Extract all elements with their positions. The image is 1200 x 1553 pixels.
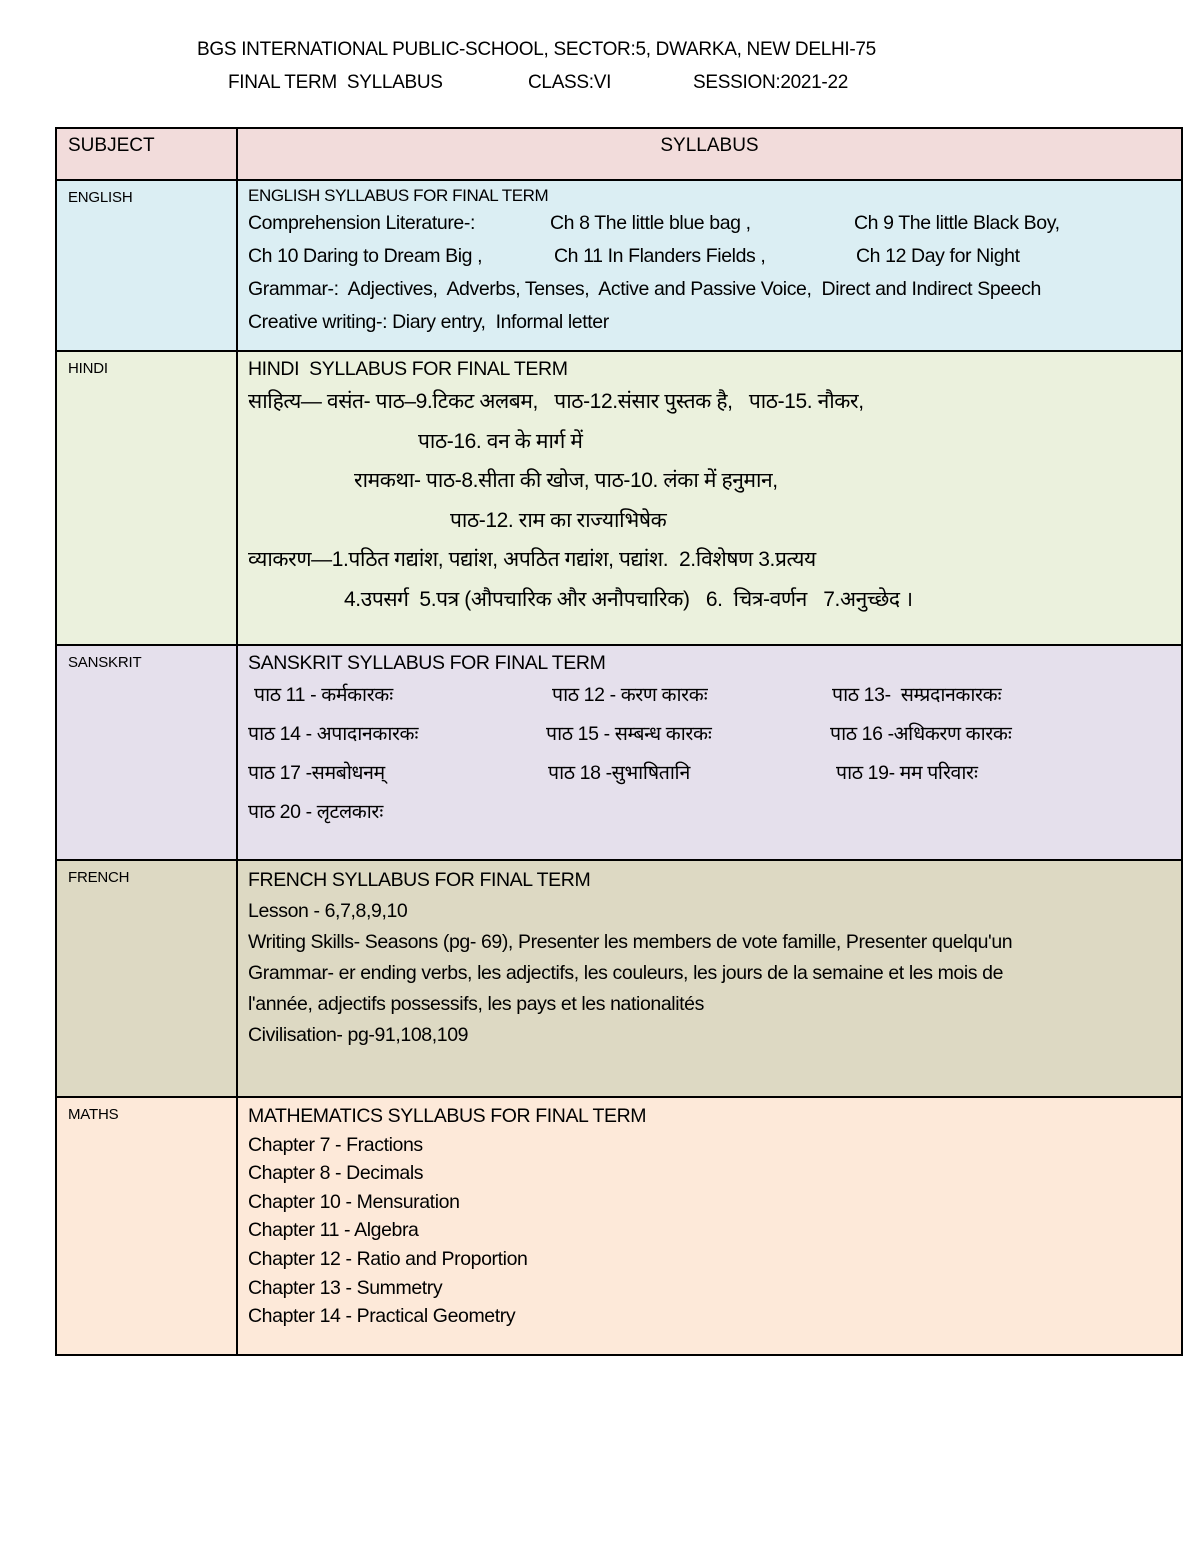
- maths-chapter: Chapter 14 - Practical Geometry: [248, 1305, 516, 1328]
- sanskrit-p16: पाठ 16 -अधिकरण कारकः: [830, 723, 1012, 745]
- sanskrit-row: [56, 645, 1182, 860]
- sanskrit-p19: पाठ 19- मम परिवारः: [836, 762, 978, 784]
- hindi-row: [56, 351, 1182, 645]
- english-ch11: Ch 11 In Flanders Fields ,: [554, 245, 766, 267]
- maths-row: [56, 1097, 1182, 1355]
- session-label: SESSION:2021-22: [693, 72, 848, 93]
- sanskrit-p12: पाठ 12 - करण कारकः: [552, 684, 708, 706]
- english-ch12: Ch 12 Day for Night: [856, 245, 1020, 267]
- sanskrit-title: SANSKRIT SYLLABUS FOR FINAL TERM: [248, 652, 606, 674]
- sanskrit-p18: पाठ 18 -सुभाषितानि: [548, 762, 690, 784]
- french-civilisation: Civilisation- pg-91,108,109: [248, 1024, 469, 1046]
- sanskrit-p13: पाठ 13- सम्प्रदानकारकः: [832, 684, 1002, 706]
- french-lesson: Lesson - 6,7,8,9,10: [248, 900, 408, 922]
- french-title: FRENCH SYLLABUS FOR FINAL TERM: [248, 869, 591, 891]
- english-title: ENGLISH SYLLABUS FOR FINAL TERM: [248, 186, 549, 205]
- english-literature-line: [248, 207, 1181, 240]
- school-name: BGS INTERNATIONAL PUBLIC-SCHOOL, SECTOR:5, DWARKA, NEW DELHI-75: [197, 39, 876, 60]
- english-writing: Creative writing-: Diary entry, Informal letter: [248, 311, 609, 333]
- maths-chapter: Chapter 10 - Mensuration: [248, 1190, 460, 1213]
- hindi-subject: HINDI: [56, 351, 237, 645]
- maths-chapter: Chapter 12 - Ratio and Proportion: [248, 1247, 528, 1270]
- hindi-line-1: साहित्य— वसंत- पाठ–9.टिकट अलबम, पाठ-12.संसार पुस्तक है, पाठ-15. नौकर,: [248, 390, 864, 413]
- french-row: [56, 860, 1182, 1097]
- sanskrit-p15: पाठ 15 - सम्बन्ध कारकः: [546, 723, 712, 745]
- syllabus-column-header: SYLLABUS: [237, 128, 1182, 180]
- french-grammar-1: Grammar- er ending verbs, les adjectifs, les couleurs, les jours de la semaine et les mois de: [248, 962, 1004, 984]
- english-ch9: Ch 9 The little Black Boy,: [854, 212, 1060, 234]
- hindi-syllabus: [237, 351, 1182, 645]
- maths-subject: MATHS: [56, 1097, 237, 1355]
- english-chapters-line: [248, 240, 1181, 273]
- english-row: [56, 180, 1182, 351]
- sanskrit-p11: पाठ 11 - कर्मकारकः: [254, 684, 393, 706]
- sanskrit-p14: पाठ 14 - अपादानकारकः: [248, 723, 419, 745]
- english-ch10: Ch 10 Daring to Dream Big ,: [248, 245, 483, 267]
- sanskrit-line-2: [248, 715, 1181, 754]
- sanskrit-subject: SANSKRIT: [56, 645, 237, 860]
- sanskrit-line-3: [248, 754, 1181, 793]
- maths-chapter: Chapter 11 - Algebra: [248, 1219, 419, 1242]
- subject-column-header: SUBJECT: [56, 128, 237, 180]
- english-syllabus: [237, 180, 1182, 351]
- english-ch8: Ch 8 The little blue bag ,: [550, 212, 751, 234]
- table-header-row: [56, 128, 1182, 180]
- maths-chapter: Chapter 8 - Decimals: [248, 1162, 424, 1185]
- hindi-line-5: व्याकरण—1.पठित गद्यांश, पद्यांश, अपठित गद्यांश, पद्यांश. 2.विशेषण 3.प्रत्यय: [248, 548, 816, 571]
- final-term-label: FINAL TERM SYLLABUS: [228, 72, 443, 93]
- hindi-line-4: पाठ-12. राम का राज्याभिषेक: [450, 508, 667, 532]
- french-syllabus: [237, 860, 1182, 1097]
- sanskrit-syllabus: [237, 645, 1182, 860]
- hindi-line-3: रामकथा- पाठ-8.सीता की खोज, पाठ-10. लंका में हनुमान,: [354, 469, 778, 492]
- french-writing: Writing Skills- Seasons (pg- 69), Presenter les members de vote famille, Presenter quelqu'un: [248, 931, 1013, 953]
- literature-label: Comprehension Literature-:: [248, 212, 475, 234]
- syllabus-table: [55, 127, 1183, 1356]
- sanskrit-line-1: [248, 676, 1181, 715]
- hindi-title: HINDI SYLLABUS FOR FINAL TERM: [248, 358, 568, 380]
- english-grammar: Grammar-: Adjectives, Adverbs, Tenses, Active and Passive Voice, Direct and Indirect Speech: [248, 278, 1041, 300]
- hindi-line-6: 4.उपसर्ग 5.पत्र (औपचारिक और अनौपचारिक) 6. चित्र-वर्णन 7.अनुच्छेद ।: [344, 587, 913, 611]
- sanskrit-line-4: पाठ 20 - लृटलकारः: [248, 801, 383, 823]
- english-subject: ENGLISH: [56, 180, 237, 351]
- french-subject: FRENCH: [56, 860, 237, 1097]
- hindi-line-2: पाठ-16. वन के मार्ग में: [418, 429, 583, 453]
- french-grammar-2: l'année, adjectifs possessifs, les pays et les nationalités: [248, 993, 704, 1015]
- class-label: CLASS:VI: [528, 72, 612, 93]
- maths-syllabus: [237, 1097, 1182, 1355]
- sanskrit-p17: पाठ 17 -समबोधनम्: [248, 762, 385, 784]
- maths-chapter: Chapter 7 - Fractions: [248, 1133, 423, 1156]
- maths-chapter: Chapter 13 - Summetry: [248, 1276, 443, 1299]
- maths-title: MATHEMATICS SYLLABUS FOR FINAL TERM: [248, 1105, 647, 1127]
